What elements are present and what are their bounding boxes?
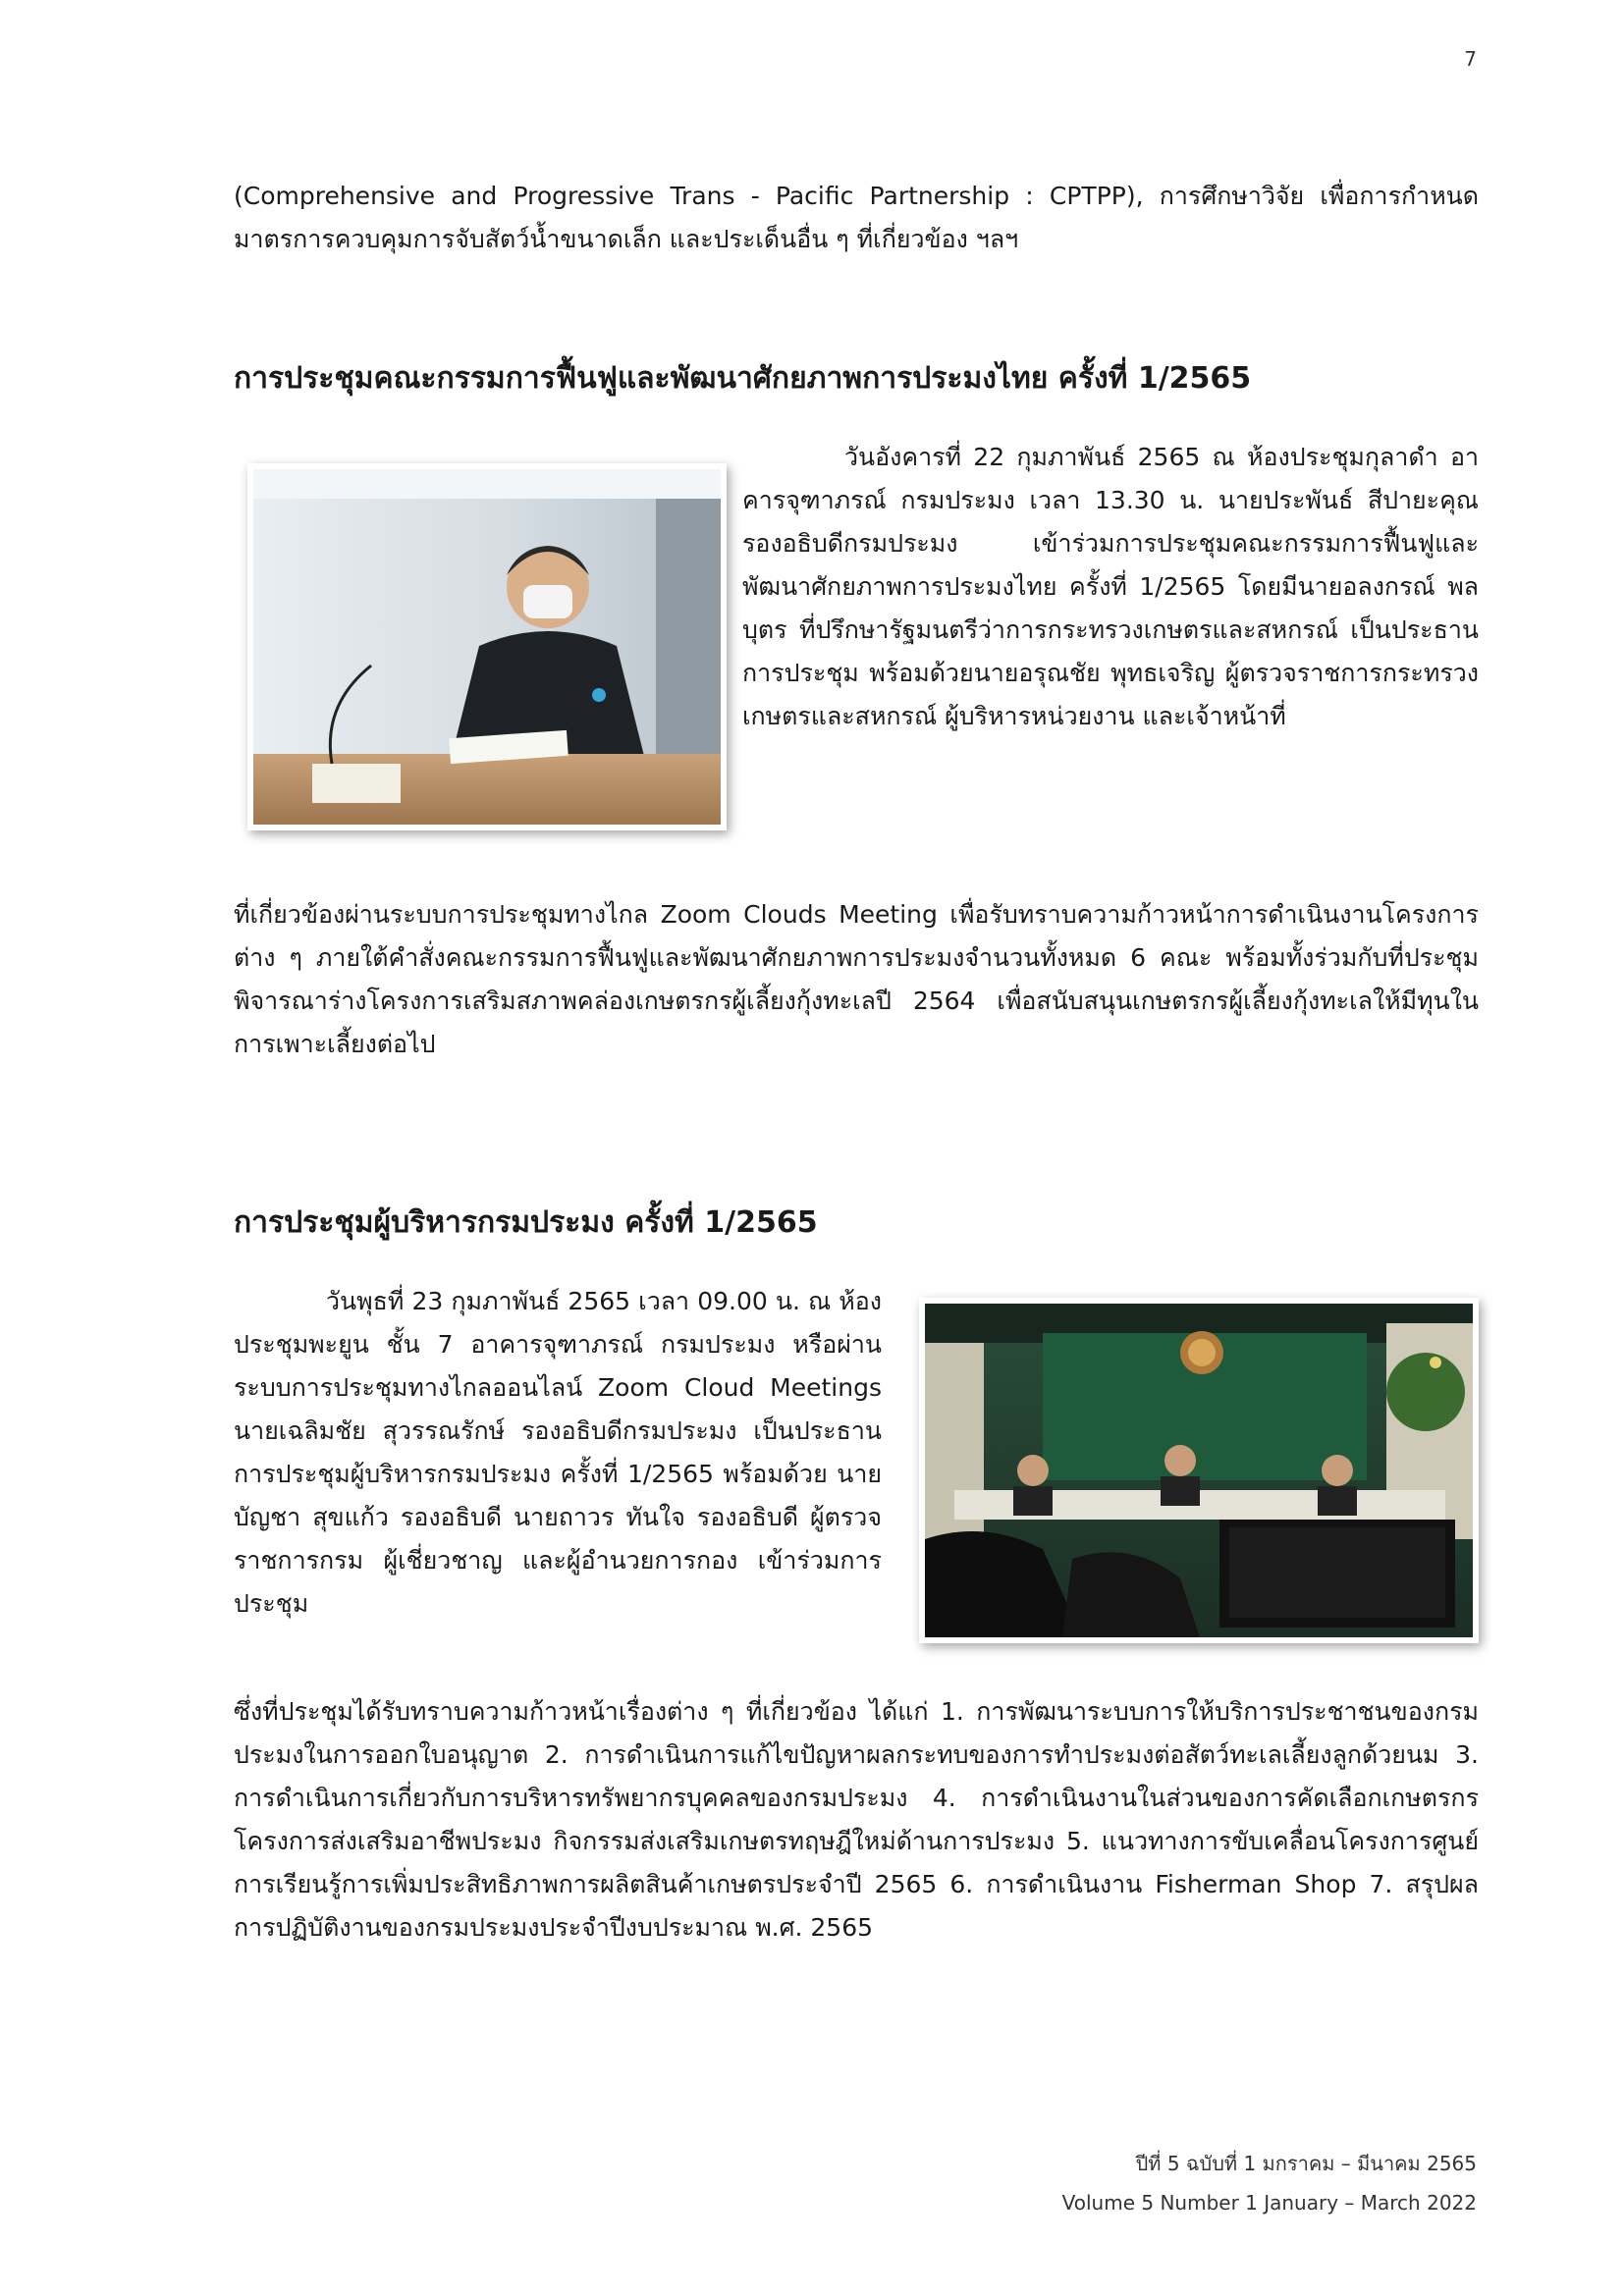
section1-full-paragraph: ที่เกี่ยวข้องผ่านระบบการประชุมทางไกล Zoom Clouds Meeting เพื่อรับทราบความก้าวหน้าการดำเนินงานโครงการต่าง ๆ ภายใต้คำสั่งคณะกรรมการฟื้นฟูและพัฒนาศักยภาพการประมงจำนวนทั้งหมด 6 คณะ พร้อมทั้งร่วมกับที่ประชุมพิจารณาร่างโครงการเสริมสภาพคล่องเกษตรกรผู้เลี้ยงกุ้งทะเลปี 2564 เพื่อสนับสนุนเกษตรกรผู้เลี้ยงกุ้งทะเลให้มีทุนในการเพาะเลี้ยงต่อไป <box>234 900 1479 1058</box>
page-number: 7 <box>1464 47 1477 71</box>
meeting-room-image <box>925 1304 1473 1637</box>
person-at-meeting-image <box>253 469 721 825</box>
footer-issue-thai: ปีที่ 5 ฉบับที่ 1 มกราคม – มีนาคม 2565 <box>1135 2152 1477 2175</box>
section2-heading: การประชุมผู้บริหารกรมประมง ครั้งที่ 1/2565 <box>234 1205 818 1240</box>
section1-heading: การประชุมคณะกรรมการฟื้นฟูและพัฒนาศักยภาพการประมงไทย ครั้งที่ 1/2565 <box>234 361 1252 396</box>
section2-photo <box>919 1298 1479 1643</box>
section2-side-paragraph: วันพุธที่ 23 กุมภาพันธ์ 2565 เวลา 09.00 น. ณ ห้องประชุมพะยูน ชั้น 7 อาคารจุฑาภรณ์ กรมประมง หรือผ่านระบบการประชุมทางไกลออนไลน์ Zoom Cloud Meetings นายเฉลิมชัย สุวรรณรักษ์ รองอธิบดีกรมประมง เป็นประธานการประชุมผู้บริหารกรมประมง ครั้งที่ 1/2565 พร้อมด้วย นายบัญชา สุขแก้ว รองอธิบดี นายถาวร ทันใจ รองอธิบดี ผู้ตรวจราชการกรม ผู้เชี่ยวชาญ และผู้อำนวยการกอง เข้าร่วมการประชุม <box>234 1287 882 1618</box>
section1-photo <box>247 463 727 830</box>
section1-side-paragraph: วันอังคารที่ 22 กุมภาพันธ์ 2565 ณ ห้องประชุมกุลาดำ อาคารจุฑาภรณ์ กรมประมง เวลา 13.30 น. นายประพันธ์ สีปายะคุณ รองอธิบดีกรมประมง เข้าร่วมการประชุมคณะกรรมการฟื้นฟูและพัฒนาศักยภาพการประมงไทย ครั้งที่ 1/2565 โดยมีนายอลงกรณ์ พลบุตร ที่ปรึกษารัฐมนตรีว่าการกระทรวงเกษตรและสหกรณ์ เป็นประธานการประชุม พร้อมด้วยนายอรุณชัย พุทธเจริญ ผู้ตรวจราชการกระทรวงเกษตรและสหกรณ์ ผู้บริหารหน่วยงาน และเจ้าหน้าที่ <box>742 443 1479 730</box>
section2-full-paragraph: ซึ่งที่ประชุมได้รับทราบความก้าวหน้าเรื่องต่าง ๆ ที่เกี่ยวข้อง ได้แก่ 1. การพัฒนาระบบการให้บริการประชาชนของกรมประมงในการออกใบอนุญาต 2. การดำเนินการแก้ไขปัญหาผลกระทบของการทำประมงต่อสัตว์ทะเลเลี้ยงลูกด้วยนม 3. การดำเนินการเกี่ยวกับการบริหารทรัพยากรบุคคลของกรมประมง 4. การดำเนินงานในส่วนของการคัดเลือกเกษตรกรโครงการส่งเสริมอาชีพประมง กิจกรรมส่งเสริมเกษตรทฤษฎีใหม่ด้านการประมง 5. แนวทางการขับเคลื่อนโครงการศูนย์การเรียนรู้การเพิ่มประสิทธิภาพการผลิตสินค้าเกษตรประจำปี 2565 6. การดำเนินงาน Fisherman Shop 7. สรุปผลการปฏิบัติงานของกรมประมงประจำปีงบประมาณ พ.ศ. 2565 <box>234 1697 1479 1942</box>
footer-issue-english: Volume 5 Number 1 January – March 2022 <box>1061 2191 1477 2215</box>
intro-paragraph: (Comprehensive and Progressive Trans - Pacific Partnership : CPTPP), การศึกษาวิจัย เพื่อการกำหนดมาตรการควบคุมการจับสัตว์น้ำขนาดเล็ก และประเด็นอื่น ๆ ที่เกี่ยวข้อง ฯลฯ <box>234 182 1479 253</box>
